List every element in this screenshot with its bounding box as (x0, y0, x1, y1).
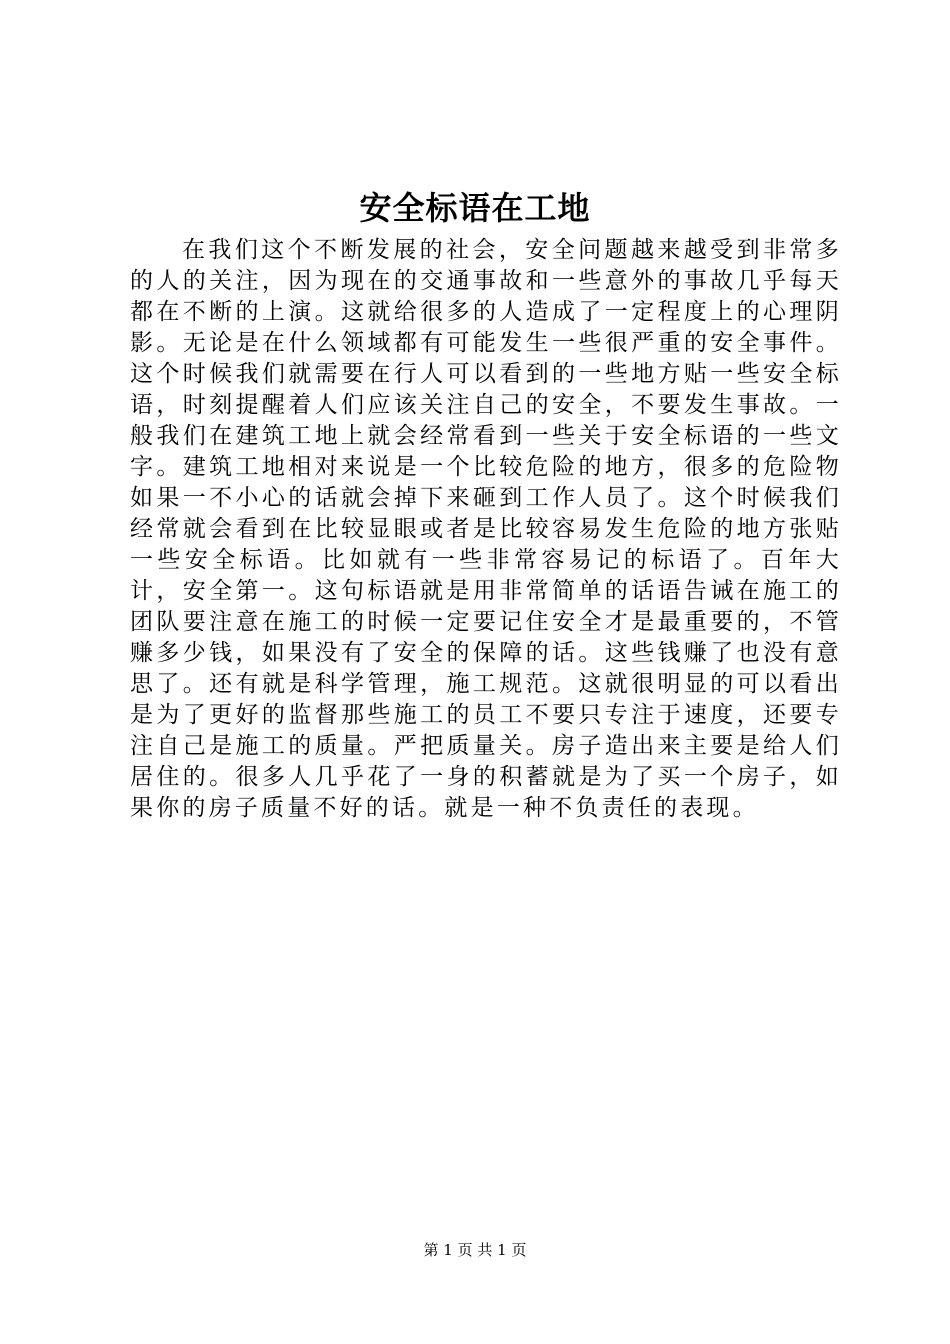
document-title: 安全标语在工地 (359, 189, 591, 227)
page-number-footer: 第 1 页 共 1 页 (423, 1241, 527, 1259)
document-body-paragraph: 在我们这个不断发展的社会，安全问题越来越受到非常多的人的关注，因为现在的交通事故和一些意外的事故几乎每天都在不断的上演。这就给很多的人造成了一定程度上的心理阴影。无论是在什么领域都有可能发生一些很严重的安全事件。这个时候我们就需要在行人可以看到的一些地方贴一些安全标语，时刻提醒着人们应该关注自己的安全，不要发生事故。一般我们在建筑工地上就会经常看到一些关于安全标语的一些文字。建筑工地相对来说是一个比较危险的地方，很多的危险物如果一不小心的话就会掉下来砸到工作人员了。这个时候我们经常就会看到在比较显眼或者是比较容易发生危险的地方张贴一些安全标语。比如就有一些非常容易记的标语了。百年大计，安全第一。这句标语就是用非常简单的话语告诫在施工的团队要注意在施工的时候一定要记住安全才是最重要的，不管赚多少钱，如果没有了安全的保障的话。这些钱赚了也没有意思了。还有就是科学管理，施工规范。这就很明显的可以看出是为了更好的监督那些施工的员工不要只专注于速度，还要专注自己是施工的质量。严把质量关。房子造出来主要是给人们居住的。很多人几乎花了一身的积蓄就是为了买一个房子，如果你的房子质量不好的话。就是一种不负责任的表现。 (130, 237, 842, 821)
